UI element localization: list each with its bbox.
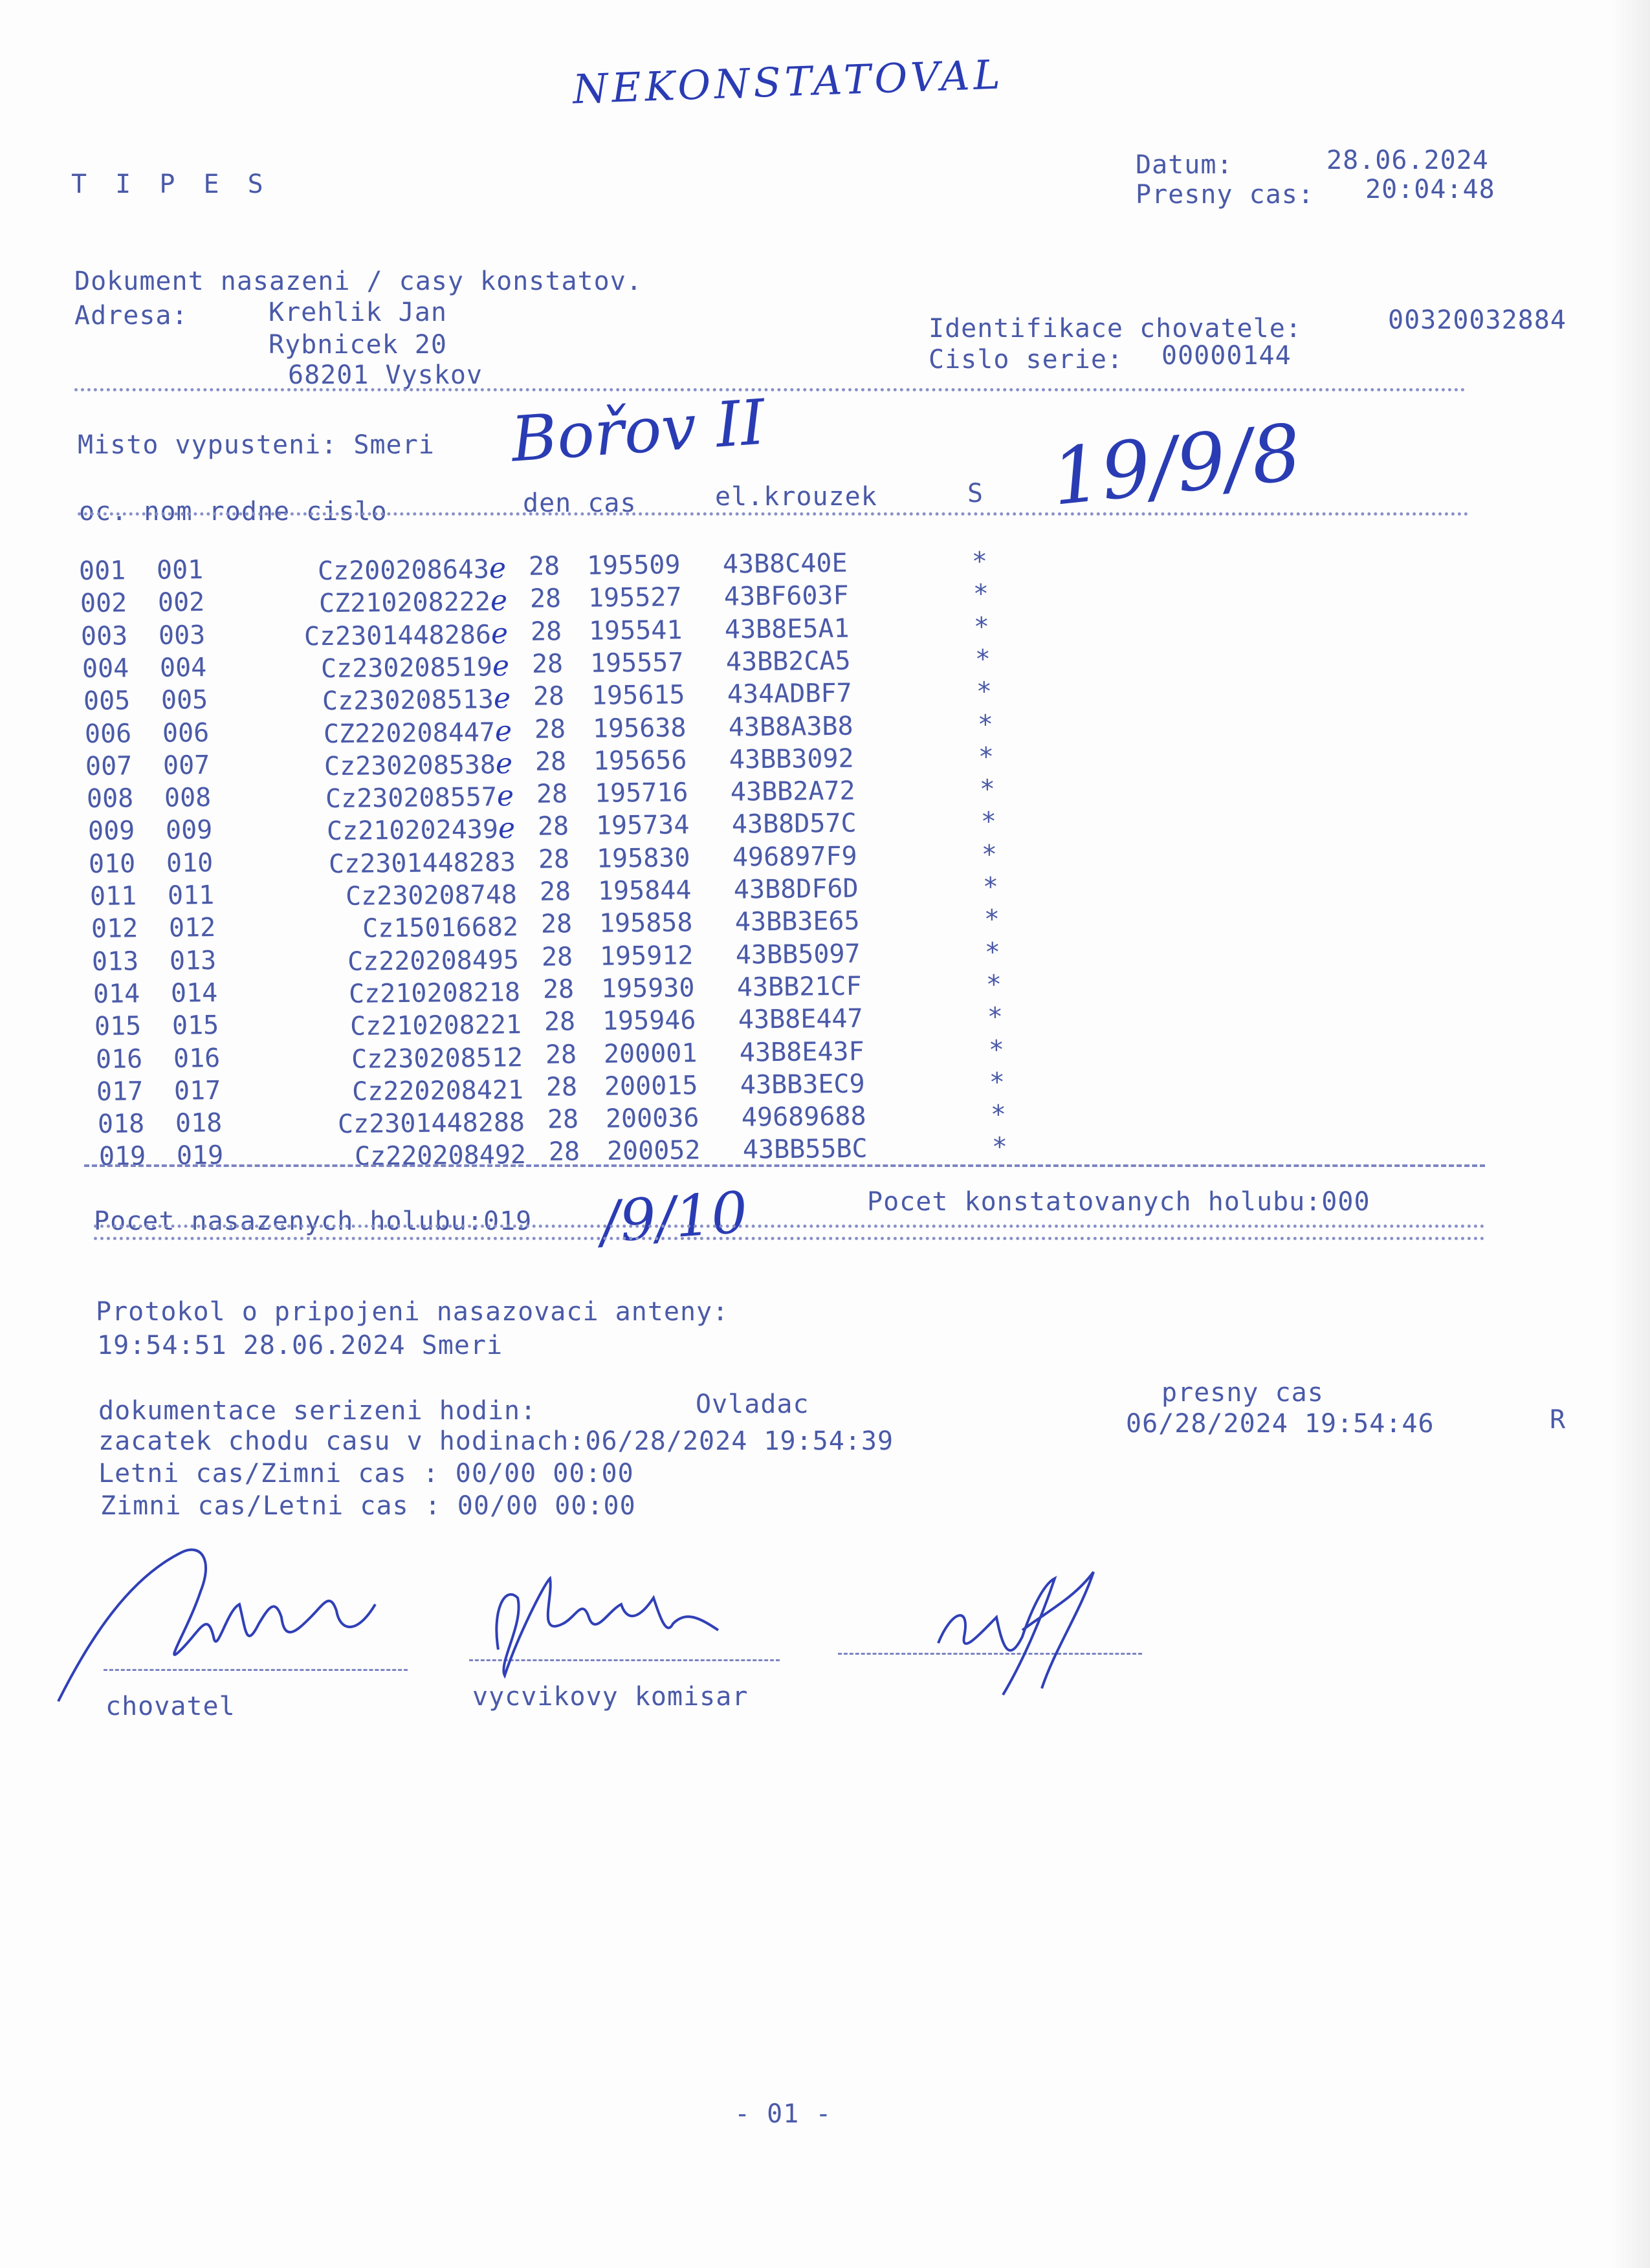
row-s: * xyxy=(987,1002,1004,1032)
system-name: T I P E S xyxy=(71,169,270,199)
ident-label: Identifikace chovatele: xyxy=(929,314,1302,343)
row-rodne-cislo xyxy=(252,682,511,717)
row-rodne-cislo xyxy=(263,1040,523,1076)
table-row xyxy=(96,1067,1006,1109)
table-row xyxy=(87,807,996,849)
row-cas: 195509 xyxy=(586,550,681,581)
row-rodne-cislo xyxy=(261,975,521,1010)
row-s: * xyxy=(974,611,990,642)
row-oc: 015 xyxy=(94,1011,142,1042)
row-rodne-cislo-suffix: e xyxy=(489,552,507,585)
row-ring: 49689688 xyxy=(741,1101,866,1133)
table-row xyxy=(98,1132,1007,1174)
row-rodne-cislo xyxy=(258,877,518,913)
row-s: * xyxy=(976,677,993,707)
row-nom: 017 xyxy=(173,1075,221,1106)
table-row xyxy=(89,872,999,914)
row-den: 28 xyxy=(534,714,566,745)
row-rodne-cislo-value: Cz2301448283 xyxy=(329,847,516,879)
row-nom: 003 xyxy=(159,620,206,651)
ident-value: 00320032884 xyxy=(1388,305,1567,335)
signature-komisar-image xyxy=(479,1559,751,1688)
row-nom: 009 xyxy=(165,815,213,846)
row-cas: 195912 xyxy=(600,940,694,972)
row-rodne-cislo-suffix: e xyxy=(495,747,513,781)
adresa-label: Adresa: xyxy=(74,301,188,331)
row-ring: 43BB5097 xyxy=(736,939,861,970)
row-ring: 43B8E43F xyxy=(739,1036,864,1068)
row-rodne-cislo-value: Cz15016682 xyxy=(362,912,518,944)
row-den: 28 xyxy=(536,779,568,809)
row-s: * xyxy=(978,742,995,772)
row-rodne-cislo-value: Cz2301448288 xyxy=(337,1107,525,1140)
col-header-ids: oc. nom rodne cislo xyxy=(79,497,388,527)
clock-line-1: dokumentace serizeni hodin: xyxy=(98,1396,537,1426)
table-row xyxy=(78,547,988,589)
row-rodne-cislo-suffix: e xyxy=(498,812,515,845)
row-rodne-cislo xyxy=(254,747,513,783)
row-s: * xyxy=(988,1034,1004,1065)
table-row xyxy=(82,644,991,686)
table-row xyxy=(92,937,1001,979)
row-den: 28 xyxy=(540,909,573,940)
row-s: * xyxy=(982,872,999,902)
table-row xyxy=(83,677,993,719)
row-rodne-cislo xyxy=(252,715,512,750)
row-den: 28 xyxy=(539,877,571,907)
row-oc: 009 xyxy=(87,816,135,847)
table-row xyxy=(84,709,993,752)
row-ring: 43BB3092 xyxy=(729,743,854,775)
row-den: 28 xyxy=(545,1039,577,1070)
protocol-line-1: Protokol o pripojeni nasazovaci anteny: xyxy=(96,1297,729,1327)
row-ring: 43B8E5A1 xyxy=(725,613,850,645)
row-nom: 005 xyxy=(160,685,208,715)
row-ring: 43B8D57C xyxy=(731,808,857,840)
row-rodne-cislo xyxy=(267,1137,526,1173)
row-rodne-cislo-suffix: e xyxy=(491,616,509,650)
row-den: 28 xyxy=(531,616,562,647)
pocet-konstatovanych: Pocet konstatovanych holubu:000 xyxy=(867,1187,1370,1217)
row-rodne-cislo-suffix: e xyxy=(493,682,511,715)
row-ring: 43BF603F xyxy=(723,580,849,612)
row-rodne-cislo-suffix: e xyxy=(490,584,507,618)
row-rodne-cislo-suffix: e xyxy=(496,780,514,813)
row-rodne-cislo-value: Cz230208519 xyxy=(320,652,493,684)
row-s: * xyxy=(981,839,998,870)
row-rodne-cislo-value: Cz220208492 xyxy=(354,1140,526,1172)
row-rodne-cislo xyxy=(259,910,518,945)
row-oc: 007 xyxy=(85,751,133,781)
clock-line-4: Zimni cas/Letni cas : 00/00 00:00 xyxy=(100,1491,636,1521)
serie-value: 00000144 xyxy=(1161,341,1292,371)
presny-cas-value: 20:04:48 xyxy=(1365,175,1495,204)
row-den: 28 xyxy=(547,1104,579,1135)
row-rodne-cislo-value: Cz200208643 xyxy=(317,554,490,587)
row-cas: 195858 xyxy=(599,908,693,939)
row-rodne-cislo-suffix: e xyxy=(494,714,512,748)
row-rodne-cislo-value: Cz230208538 xyxy=(324,750,496,781)
row-rodne-cislo xyxy=(248,584,507,620)
row-cas: 195638 xyxy=(592,712,687,744)
divider-1 xyxy=(74,388,1466,391)
row-oc: 010 xyxy=(89,848,136,879)
row-rodne-cislo-value: CZ220208447 xyxy=(323,717,495,749)
signature-third-image xyxy=(925,1559,1145,1708)
row-nom: 016 xyxy=(173,1043,220,1074)
row-den: 28 xyxy=(529,583,562,615)
row-rodne-cislo xyxy=(260,943,520,978)
row-oc: 008 xyxy=(86,783,134,814)
table-row xyxy=(94,1002,1004,1044)
row-rodne-cislo-value: Cz220208495 xyxy=(347,944,520,977)
handwritten-summary-note: /9/10 xyxy=(598,1179,750,1256)
table-row xyxy=(81,611,990,654)
row-ring: 43BB55BC xyxy=(742,1133,868,1165)
row-rodne-cislo-suffix xyxy=(519,943,520,976)
release-label: Misto vypusteni: Smeri xyxy=(78,430,435,460)
table-row xyxy=(93,970,1002,1012)
clock-ovladac: Ovladac xyxy=(696,1390,809,1419)
table-row xyxy=(85,742,995,784)
row-s: * xyxy=(989,1067,1006,1098)
row-nom: 010 xyxy=(166,847,214,878)
row-rodne-cislo-value: Cz230208748 xyxy=(345,880,518,911)
page-edge-shadow xyxy=(1611,0,1650,2268)
col-header-ring: el.krouzek xyxy=(715,482,877,512)
row-rodne-cislo-value: Cz2301448286 xyxy=(304,619,492,651)
row-cas: 195656 xyxy=(593,745,687,776)
row-ring: 43B8C40E xyxy=(722,548,848,580)
row-rodne-cislo-value: Cz210202439 xyxy=(326,814,498,847)
table-row xyxy=(95,1034,1004,1077)
clock-r-flag: R xyxy=(1550,1405,1567,1435)
row-cas: 195541 xyxy=(589,615,683,646)
serie-label: Cislo serie: xyxy=(929,345,1123,375)
row-nom: 001 xyxy=(156,554,204,585)
row-den: 28 xyxy=(542,974,575,1005)
row-cas: 195844 xyxy=(597,875,692,906)
row-rodne-cislo xyxy=(255,780,514,815)
row-cas: 200036 xyxy=(605,1103,699,1134)
row-ring: 43BB2A72 xyxy=(730,776,855,807)
row-s: * xyxy=(991,1132,1007,1162)
clock-presny-label: presny cas xyxy=(1161,1378,1324,1408)
row-oc: 002 xyxy=(80,588,127,619)
row-cas: 200015 xyxy=(604,1071,698,1102)
clock-presny-value: 06/28/2024 19:54:46 xyxy=(1126,1409,1435,1439)
row-oc: 017 xyxy=(96,1076,144,1107)
row-den: 28 xyxy=(534,747,567,777)
row-cas: 195946 xyxy=(602,1005,696,1036)
row-cas: 195830 xyxy=(596,842,690,874)
row-rodne-cislo-suffix: e xyxy=(492,649,510,683)
row-oc: 013 xyxy=(92,946,139,977)
row-nom: 013 xyxy=(170,945,217,976)
divider-2 xyxy=(78,512,1469,516)
row-ring: 43B8E447 xyxy=(738,1003,863,1035)
row-s: * xyxy=(974,644,991,675)
row-s: * xyxy=(979,774,996,805)
breeder-street: Rybnicek 20 xyxy=(269,330,447,360)
row-rodne-cislo-value: Cz230208557 xyxy=(325,782,498,814)
row-den: 28 xyxy=(538,844,570,875)
row-den: 28 xyxy=(537,811,569,842)
handwritten-release-place: Bořov II xyxy=(509,386,768,476)
row-den: 28 xyxy=(531,649,564,679)
row-nom: 008 xyxy=(164,783,212,813)
row-cas: 195615 xyxy=(591,680,685,711)
row-rodne-cislo xyxy=(249,617,509,653)
row-oc: 004 xyxy=(82,653,129,684)
row-nom: 002 xyxy=(157,587,205,618)
row-rodne-cislo xyxy=(247,552,507,587)
row-s: * xyxy=(985,937,1001,968)
row-rodne-cislo-value: Cz210208221 xyxy=(349,1010,522,1042)
row-s: * xyxy=(973,579,989,609)
row-cas: 195716 xyxy=(594,778,688,809)
col-header-den-cas: den cas xyxy=(523,488,637,518)
clock-line-2: zacatek chodu casu v hodinach:06/28/2024 19:54:39 xyxy=(98,1426,894,1456)
document-title: Dokument nasazeni / casy konstatov. xyxy=(74,267,643,296)
handwritten-nekonstatoval: NEKONSTATOVAL xyxy=(571,50,1005,113)
row-oc: 019 xyxy=(98,1141,146,1172)
row-rodne-cislo xyxy=(250,649,510,685)
presny-cas-label: Presny cas: xyxy=(1136,180,1314,210)
row-den: 28 xyxy=(544,1007,576,1037)
row-rodne-cislo-value: CZ210208222 xyxy=(318,587,490,619)
datum-label: Datum: xyxy=(1136,150,1233,180)
row-nom: 006 xyxy=(162,717,209,748)
row-nom: 004 xyxy=(159,652,207,683)
row-rodne-cislo xyxy=(256,812,515,847)
row-ring: 496897F9 xyxy=(732,841,858,873)
row-cas: 195527 xyxy=(588,582,682,614)
row-cas: 195734 xyxy=(595,810,690,842)
divider-5 xyxy=(94,1237,1485,1240)
row-nom: 018 xyxy=(175,1108,223,1139)
row-nom: 011 xyxy=(167,880,215,911)
handwritten-release-note: 19/9/8 xyxy=(1047,408,1306,523)
row-rodne-cislo-value: Cz230208512 xyxy=(351,1042,523,1074)
row-oc: 011 xyxy=(89,881,137,911)
row-oc: 001 xyxy=(78,556,126,586)
row-ring: 434ADBF7 xyxy=(727,678,852,710)
row-rodne-cislo xyxy=(263,1007,522,1043)
row-ring: 43BB21CF xyxy=(736,971,862,1003)
row-rodne-cislo xyxy=(257,845,516,880)
signature-label-komisar: vycvikovy komisar xyxy=(472,1682,749,1712)
row-cas: 195557 xyxy=(589,648,684,679)
row-rodne-cislo-value: Cz210208218 xyxy=(348,977,521,1009)
row-cas: 200001 xyxy=(603,1038,698,1069)
row-s: * xyxy=(980,807,996,837)
row-den: 28 xyxy=(542,941,573,972)
row-den: 28 xyxy=(528,551,560,582)
row-nom: 014 xyxy=(170,977,218,1009)
col-header-s: S xyxy=(967,479,984,508)
clock-line-3: Letni cas/Zimni cas : 00/00 00:00 xyxy=(98,1459,634,1488)
row-cas: 195930 xyxy=(600,973,695,1004)
row-nom: 019 xyxy=(176,1140,224,1172)
row-rodne-cislo xyxy=(266,1105,525,1140)
breeder-name: Krehlik Jan xyxy=(269,298,447,327)
pocet-nasazenych: Pocet nasazenych holubu:019 xyxy=(94,1206,533,1236)
page-number: - 01 - xyxy=(734,2099,832,2129)
row-ring: 43B8DF6D xyxy=(733,873,859,905)
row-ring: 43BB3E65 xyxy=(734,906,860,937)
row-s: * xyxy=(971,547,988,577)
row-s: * xyxy=(984,904,1000,935)
row-ring: 43BB2CA5 xyxy=(725,646,851,677)
row-s: * xyxy=(977,709,993,740)
row-oc: 018 xyxy=(97,1109,145,1140)
protocol-line-2: 19:54:51 28.06.2024 Smeri xyxy=(97,1331,503,1360)
row-ring: 43B8A3B8 xyxy=(728,711,853,743)
divider-3 xyxy=(84,1164,1485,1167)
row-den: 28 xyxy=(533,681,565,712)
row-den: 28 xyxy=(545,1072,578,1102)
row-rodne-cislo-value: Cz220208421 xyxy=(352,1074,524,1107)
row-oc: 003 xyxy=(81,620,128,651)
row-rodne-cislo-value: Cz230208513 xyxy=(322,684,494,717)
signature-label-chovatel: chovatel xyxy=(105,1692,236,1721)
row-ring: 43BB3EC9 xyxy=(740,1069,865,1100)
row-oc: 016 xyxy=(95,1043,142,1074)
row-oc: 014 xyxy=(93,979,140,1009)
row-den: 28 xyxy=(548,1137,580,1168)
row-oc: 006 xyxy=(84,718,131,749)
row-s: * xyxy=(985,970,1002,1000)
datum-value: 28.06.2024 xyxy=(1326,146,1489,175)
row-nom: 012 xyxy=(168,913,216,944)
row-nom: 015 xyxy=(171,1010,219,1041)
row-oc: 005 xyxy=(83,686,131,717)
row-s: * xyxy=(990,1100,1007,1130)
row-rodne-cislo xyxy=(265,1073,524,1108)
row-nom: 007 xyxy=(162,750,210,781)
divider-4 xyxy=(94,1225,1485,1228)
breeder-city: 68201 Vyskov xyxy=(288,360,483,390)
row-oc: 012 xyxy=(91,913,138,944)
row-cas: 200052 xyxy=(606,1135,701,1167)
